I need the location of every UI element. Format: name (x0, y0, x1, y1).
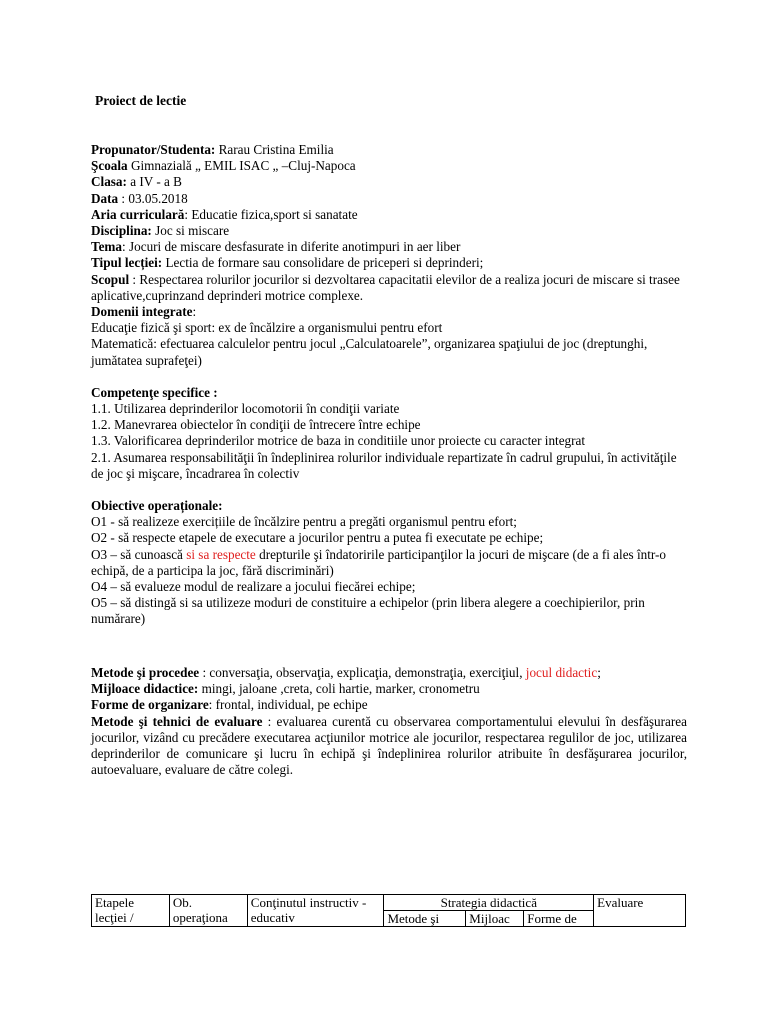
obiectiv-o1: O1 - să realizeze exercițiile de încălzire pentru a pregăti organismul pentru efort; (91, 514, 517, 530)
competenta-1-3: 1.3. Valorificarea deprinderilor motrice de baza in conditiile unor proiecte cu caracter integrat (91, 433, 586, 449)
header-etapele: Etapele lecţiei / (92, 895, 170, 927)
domenii-line-2: Matematică: efectuarea calculelor pentru jocul „Calculatoarele”, organizarea spaţiului de joc (dreptunghi, jumătatea suprafeţei) (91, 336, 648, 368)
metode-procedee: Metode şi procedee : conversaţia, observaţia, explicaţia, demonstraţia, exerciţiul, jocul didactic; (91, 665, 601, 680)
lesson-info (91, 142, 687, 628)
competenta-2-1: 2.1. Asumarea responsabilităţii în îndeplinirea rolurilor individuale repartizate în cadrul grupului, în activităţile de joc şi mişcare, încadrarea în colectiv (91, 449, 677, 481)
header-evaluare: Evaluare (594, 895, 686, 927)
competenta-1-2: 1.2. Manevrarea obiectelor în condiţii de întrecere între echipe (91, 417, 421, 433)
info-aria: Aria curriculară: Educatie fizica,sport si sanatate (91, 206, 358, 222)
obiectiv-o5: O5 – să distingă si sa utilizeze moduri de constituire a echipelor (prin libera alegere a coechipierilor, prin numărare) (91, 595, 645, 627)
info-disciplina: Disciplina: Joc si miscare (91, 223, 230, 239)
mijloace-didactice: Mijloace didactice: mingi, jaloane ,creta, coli hartie, marker, cronometru (91, 681, 480, 697)
info-propunator: Propunator/Studenta: Rarau Cristina Emilia (91, 142, 334, 157)
competenta-1-1: 1.1. Utilizarea deprinderilor locomotorii în condiţii variate (91, 401, 400, 417)
header-strategia: Strategia didactică (384, 895, 594, 911)
document-title: Proiect de lectie (95, 93, 187, 108)
metode-evaluare: Metode şi tehnici de evaluare : evaluarea curentă cu observarea comportamentului elevului în desfăşurarea jocurilor, vizând cu precădere executarea acţiunilor motrice ale jocurilor, respectarea regulilor de joc, utilizarea deprinderilor de comunicare şi lucru în echipă şi îndeplinirea rolurilor atribuite în desfăşurarea jocurilor, autoevaluare, evaluare de către colegi. (91, 713, 687, 778)
subheader-metode: Metode şi (384, 911, 466, 927)
table-header-row (92, 895, 686, 911)
lesson-plan-table (91, 894, 686, 927)
domenii-heading: Domenii integrate: (91, 304, 197, 320)
obiectiv-o4: O4 – să evalueze modul de realizare a jocului fiecărei echipe; (91, 579, 416, 595)
domenii-line-1: Educaţie fizică şi sport: ex de încălzire a organismului pentru efort (91, 320, 443, 336)
subheader-mijloace: Mijloac (466, 911, 524, 927)
forme-organizare: Forme de organizare: frontal, individual, pe echipe (91, 697, 368, 713)
obiectiv-o2: O2 - să respecte etapele de executare a jocurilor pentru a putea fi executate pe echipe; (91, 530, 544, 546)
subheader-forme: Forme de (524, 911, 594, 927)
competente-heading: Competenţe specifice : (91, 384, 218, 400)
info-scopul: Scopul : Respectarea rolurilor jocurilor si dezvoltarea capacitatii elevilor de a realiza jocuri de miscare si trasee aplicative,cuprinzand deprinderi motrice complexe. (91, 271, 680, 303)
info-data: Data : 03.05.2018 (91, 190, 188, 206)
info-clasa: Clasa: a IV - a B (91, 174, 182, 190)
info-scoala: Şcoala Gimnazială „ EMIL ISAC „ –Cluj-Napoca (91, 158, 356, 174)
info-tema: Tema: Jocuri de miscare desfasurate in diferite anotimpuri in aer liber (91, 239, 461, 255)
header-continutul: Conţinutul instructiv - educativ (247, 895, 384, 927)
obiective-heading: Obiective operaționale: (91, 498, 223, 514)
info-tipul: Tipul lecției: Lectia de formare sau consolidare de priceperi si deprinderi; (91, 255, 484, 271)
header-obiective: Ob. operaţiona (169, 895, 247, 927)
obiectiv-o3: O3 – să cunoască si sa respecte drepturile şi îndatoririle participanţilor la jocuri de mişcare (de a fi ales într-o echipă, de a participa la joc, fără discriminări) (91, 546, 667, 578)
methods-section (91, 665, 687, 778)
